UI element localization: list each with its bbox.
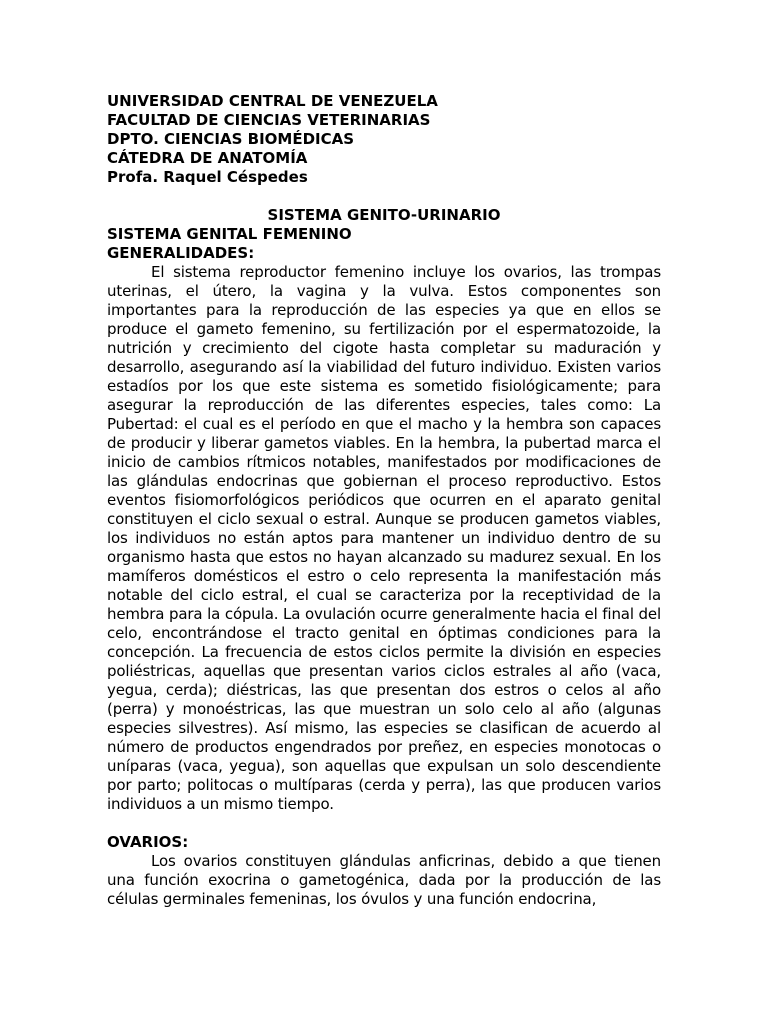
spacer <box>107 187 661 206</box>
faculty-name: FACULTAD DE CIENCIAS VETERINARIAS <box>107 111 431 129</box>
department-name: DPTO. CIENCIAS BIOMÉDICAS <box>107 130 355 148</box>
document-subtitle: SISTEMA GENITAL FEMENINO <box>107 225 352 243</box>
professor-name: Profa. Raquel Céspedes <box>107 168 308 186</box>
chair-name: CÁTEDRA DE ANATOMÍA <box>107 149 308 167</box>
document-page <box>107 92 661 909</box>
section-heading-ovarios: OVARIOS: <box>107 833 189 851</box>
section-heading-generalidades: GENERALIDADES: <box>107 244 255 262</box>
document-title: SISTEMA GENITO-URINARIO <box>267 206 501 224</box>
university-name: UNIVERSIDAD CENTRAL DE VENEZUELA <box>107 92 438 110</box>
paragraph-ovarios: Los ovarios constituyen glándulas anficrinas, debido a que tienen una función exocrina o gametogénica, dada por la producción de las células germinales femeninas, los óvulos y una función endocrina, <box>107 852 661 908</box>
paragraph-generalidades: El sistema reproductor femenino incluye los ovarios, las trompas uterinas, el útero, la vagina y la vulva. Estos componentes son importantes para la reproducción de las especies ya que en ellos se produce el gameto femenino, su fertilización por el espermatozoide, la nutrición y crecimiento del cigote hasta completar su maduración y desarrollo, asegurando así la viabilidad del futuro individuo. Existen varios estadíos por los que este sistema es sometido fisiológicamente; para asegurar la reproducción de las diferentes especies, tales como: La Pubertad: el cual es el período en que el macho y la hembra son capaces de producir y liberar gametos viables. En la hembra, la pubertad marca el inicio de cambios rítmicos notables, manifestados por modificaciones de las glándulas endocrinas que gobiernan el proceso reproductivo. Estos eventos fisiomorfológicos periódicos que ocurren en el aparato genital constituyen el ciclo sexual o estral. Aunque se producen gametos viables, los individuos no están aptos para mantener un individuo dentro de su organismo hasta que estos no hayan alcanzado su madurez sexual. En los mamíferos domésticos el estro o celo representa la manifestación más notable del ciclo estral, el cual se caracteriza por la receptividad de la hembra para la cópula. La ovulación ocurre generalmente hacia el final del celo, encontrándose el tracto genital en óptimas condiciones para la concepción. La frecuencia de estos ciclos permite la división en especies poliéstricas, aquellas que presentan varios ciclos estrales al año (vaca, yegua, cerda); diéstricas, las que presentan dos estros o celos al año (perra) y monoéstricas, las que muestran un solo celo al año (algunas especies silvestres). Así mismo, las especies se clasifican de acuerdo al número de productos engendrados por preñez, en especies monotocas o uníparas (vaca, yegua), son aquellas que expulsan un solo descendiente por parto; politocas o multíparas (cerda y perra), las que producen varios individuos a un mismo tiempo. <box>107 263 661 813</box>
spacer <box>107 814 661 833</box>
